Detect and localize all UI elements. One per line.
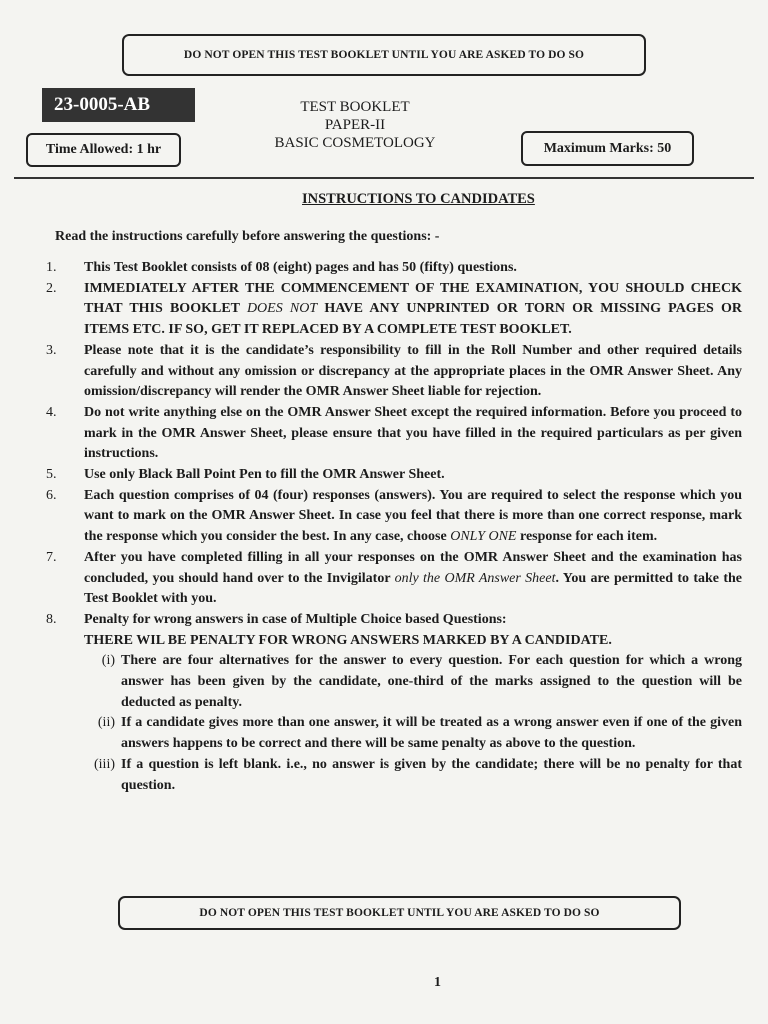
instruction-item [46,486,742,548]
penalty-warning: THERE WIL BE PENALTY FOR WRONG ANSWERS MARKED BY A CANDIDATE. [84,632,612,648]
booklet-title [250,98,460,152]
item-number: 2. [46,280,57,296]
item-number: 3. [46,342,57,358]
item-text: This Test Booklet consists of 08 (eight) pages and has 50 (fifty) questions. [84,260,517,275]
instruction-item [46,465,742,486]
item-number: 5. [46,467,57,483]
item-text: Do not write anything else on the OMR Answer Sheet except the required information. Before you proceed to mark in the OMR Answer Sheet, please ensure that you have filled in the required particulars as per given instructions. [84,404,742,462]
penalty-sub-item [46,755,742,796]
sub-item-text: If a candidate gives more than one answer, it will be treated as a wrong answer even if one of the given answers happens to be correct and there will be same penalty as above to the question. [121,715,742,752]
page-number: 1 [434,975,441,990]
item-number: 8. [46,611,57,627]
penalty-intro: Penalty for wrong answers in case of Multiple Choice based Questions: [84,611,507,627]
item-number: 7. [46,549,57,565]
maximum-marks-box [521,131,694,166]
header-divider [14,177,754,179]
instructions-heading: INSTRUCTIONS TO CANDIDATES [302,191,535,207]
title-line-2: PAPER-II [324,117,386,133]
penalty-sub-item [46,651,742,713]
item-text-part: IMMEDIATELY AFTER THE COMMENCEMENT OF THE EXAMINATION, YOU SHOULD CHECK THAT THIS BOOKLET [84,280,742,317]
instruction-item [46,403,742,465]
item-text-part: . You are permitted to take the Test Booklet with you. [84,570,742,607]
item-number: 6. [46,487,57,503]
instruction-item [46,548,742,610]
item-number: 1. [46,260,57,275]
booklet-code: 23-0005-AB [54,94,151,115]
instruction-item [46,279,742,341]
item-text: Please note that it is the candidate’s responsibility to fill in the Roll Number and other required details carefully and without any omission or discrepancy at the appropriate places in the OMR Answer Sheet. Any omission/discrepancy will render the OMR Answer Sheet liable for rejection. [84,342,742,400]
booklet-code-badge [42,88,195,122]
item-text [84,548,742,610]
item-text-emphasis: ONLY ONE [450,529,517,545]
sub-item-number: (iii) [94,756,115,772]
item-text-emphasis: DOES NOT [246,301,318,317]
title-line-3: BASIC COSMETOLOGY [274,135,436,151]
sub-item-number: (i) [101,653,115,669]
instruction-item [46,610,742,651]
instructions-list [46,258,742,796]
instruction-item [46,258,742,279]
sub-item-number: (ii) [97,715,115,731]
item-text [84,610,742,651]
item-text [84,486,742,548]
item-text-part: response for each item. [516,529,658,545]
item-text-part: After you have completed filling in all your responses on the OMR Answer Sheet and the examination has concluded, you should hand over to the Invigilator [84,549,742,586]
bottom-notice-text: DO NOT OPEN THIS TEST BOOKLET UNTIL YOU ARE ASKED TO DO SO [199,907,600,919]
sub-item-text: There are four alternatives for the answer to every question. For each question for which a wrong answer has been given by the candidate, one-third of the marks assigned to the question will be deducted as penalty. [121,653,742,710]
penalty-sub-item [46,713,742,754]
item-text [84,279,742,341]
top-notice-box [122,34,646,76]
bottom-notice-box [118,896,681,930]
item-text-emphasis: only the OMR Answer Sheet [394,570,556,586]
item-text-part: HAVE ANY UNPRINTED OR TORN OR MISSING PAGES OR ITEMS ETC. IF SO, GET IT REPLACED BY A COMPLETE TEST BOOKLET. [84,301,742,338]
sub-item-text: If a question is left blank. i.e., no answer is given by the candidate; there will be no penalty for that question. [121,756,742,793]
instructions-intro: Read the instructions carefully before answering the questions: - [55,229,440,244]
instruction-item [46,341,742,403]
item-text-part: Each question comprises of 04 (four) responses (answers). You are required to select the response which you want to mark on the OMR Answer Sheet. In case you feel that there is more than one correct response, mark the response which you consider the best. In any case, choose [84,487,742,545]
maximum-marks: Maximum Marks: 50 [543,140,672,156]
top-notice-text: DO NOT OPEN THIS TEST BOOKLET UNTIL YOU ARE ASKED TO DO SO [183,49,585,61]
time-allowed-box [26,133,181,167]
item-text: Use only Black Ball Point Pen to fill the OMR Answer Sheet. [84,467,445,483]
item-number: 4. [46,404,57,420]
title-line-1: TEST BOOKLET [300,99,410,115]
time-allowed: Time Allowed: 1 hr [45,142,162,157]
